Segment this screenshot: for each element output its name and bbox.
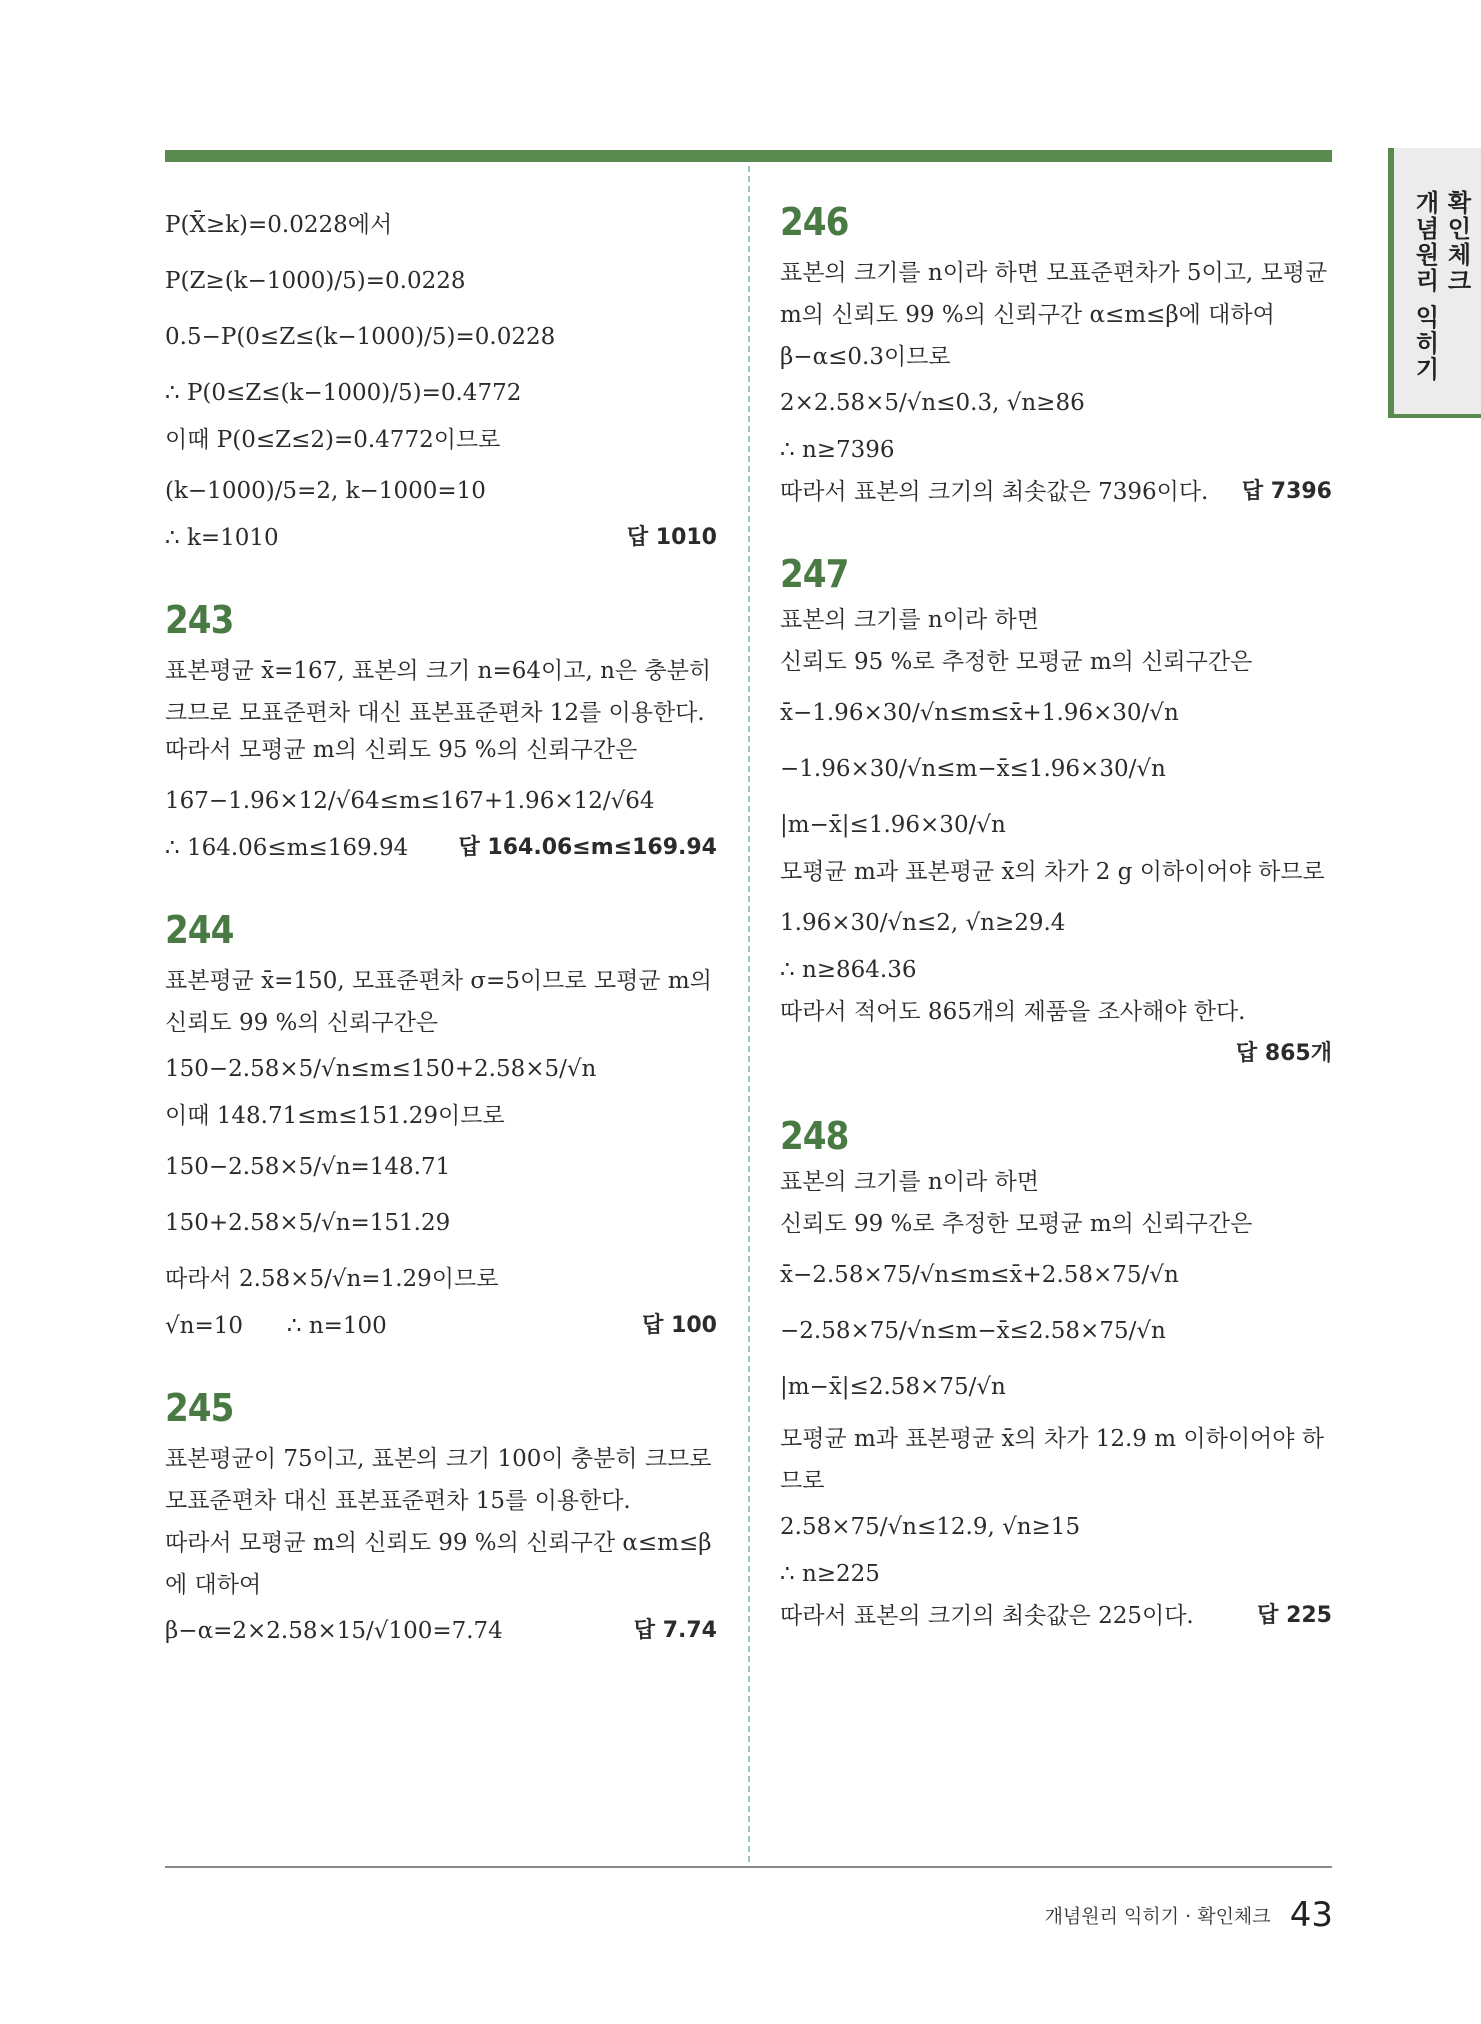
problem-246-text2-row <box>780 476 1332 508</box>
problem-244-eq1: 150−2.58×5/√n≤m≤150+2.58×5/√n <box>165 1056 597 1082</box>
problem-247-eq3: |m−x̄|≤1.96×30/√n <box>780 812 1006 838</box>
problem-244-text2: 이때 148.71≤m≤151.29이므로 <box>165 1103 505 1129</box>
problem-248-eq2: −2.58×75/√n≤m−x̄≤2.58×75/√n <box>780 1318 1166 1344</box>
problem-248-number: 248 <box>780 1114 849 1158</box>
intro-line-3: 0.5−P(0≤Z≤(k−1000)/5)=0.0228 <box>165 324 556 350</box>
problem-245-text2: 따라서 모평균 m의 신뢰도 99 %의 신뢰구간 α≤m≤β에 대하여 <box>165 1530 712 1598</box>
problem-247-text3: 모평균 m과 표본평균 x̄의 차가 2 g 이하이어야 하므로 <box>780 859 1325 885</box>
problem-243-answer: 답 164.06≤m≤169.94 <box>458 835 717 860</box>
footer-label: 개념원리 익히기 · 확인체크 <box>1044 1905 1271 1928</box>
problem-247-eq4: 1.96×30/√n≤2, √n≥29.4 <box>780 910 1066 936</box>
problem-248-eq4: 2.58×75/√n≤12.9, √n≥15 <box>780 1514 1081 1540</box>
problem-248-answer: 답 225 <box>1257 1603 1332 1628</box>
problem-247-answer-row <box>780 1038 1332 1070</box>
problem-244-eq2: 150−2.58×5/√n=148.71 <box>165 1154 451 1180</box>
intro-line-2: P(Z≥(k−1000)/5)=0.0228 <box>165 268 466 294</box>
problem-243-eq2: ∴ 164.06≤m≤169.94 <box>165 835 409 861</box>
intro-line-5: 이때 P(0≤Z≤2)=0.4772이므로 <box>165 427 501 453</box>
problem-247-text1: 표본의 크기를 n이라 하면 <box>780 607 1039 633</box>
problem-244-text1: 표본평균 x̄=150, 모표준편차 σ=5이므로 모평균 m의 신뢰도 99 %의 신뢰구간은 <box>165 968 712 1036</box>
problem-244-eq5: √n=10 ∴ n=100 <box>165 1313 387 1339</box>
problem-246-eq2: ∴ n≥7396 <box>780 437 895 463</box>
column-divider <box>748 166 750 1862</box>
side-tab <box>1388 148 1481 418</box>
problem-246-number: 246 <box>780 200 849 244</box>
intro-line-4: ∴ P(0≤Z≤(k−1000)/5)=0.4772 <box>165 380 522 406</box>
problem-247-eq2: −1.96×30/√n≤m−x̄≤1.96×30/√n <box>780 756 1166 782</box>
problem-243-text2: 따라서 모평균 m의 신뢰도 95 %의 신뢰구간은 <box>165 737 638 763</box>
problem-245-answer: 답 7.74 <box>633 1618 717 1643</box>
problem-247-text4: 따라서 적어도 865개의 제품을 조사해야 한다. <box>780 999 1246 1025</box>
footer-rule <box>165 1866 1332 1868</box>
problem-243-eq2-row <box>165 832 717 864</box>
problem-245-eq1-row <box>165 1606 717 1656</box>
problem-246-text1: 표본의 크기를 n이라 하면 모표준편차가 5이고, 모평균 m의 신뢰도 99 %의 신뢰구간 α≤m≤β에 대하여 β−α≤0.3이므로 <box>780 260 1328 370</box>
intro-line-7 <box>165 522 717 554</box>
problem-248-text4-row <box>780 1600 1332 1632</box>
problem-244-eq3: 150+2.58×5/√n=151.29 <box>165 1210 451 1236</box>
problem-245-number: 245 <box>165 1386 234 1430</box>
problem-244-eq5-row <box>165 1310 717 1342</box>
intro-answer: 답 1010 <box>626 525 717 550</box>
problem-246-answer: 답 7396 <box>1241 479 1332 504</box>
problem-248-eq3: |m−x̄|≤2.58×75/√n <box>780 1374 1006 1400</box>
side-tab-line1: 개념원리 익히기 <box>1411 190 1439 383</box>
problem-247-eq5: ∴ n≥864.36 <box>780 957 917 983</box>
problem-248-text2: 신뢰도 99 %로 추정한 모평균 m의 신뢰구간은 <box>780 1211 1253 1237</box>
problem-246-eq1: 2×2.58×5/√n≤0.3, √n≥86 <box>780 390 1085 416</box>
problem-243-number: 243 <box>165 598 234 642</box>
problem-248-text4: 따라서 표본의 크기의 최솟값은 225이다. <box>780 1603 1194 1629</box>
page-number: 43 <box>1289 1895 1333 1935</box>
left-column <box>165 200 717 1662</box>
problem-248-eq5: ∴ n≥225 <box>780 1561 880 1587</box>
problem-243-eq1: 167−1.96×12/√64≤m≤167+1.96×12/√64 <box>165 788 655 814</box>
problem-248-eq1: x̄−2.58×75/√n≤m≤x̄+2.58×75/√n <box>780 1262 1179 1288</box>
problem-247-text2: 신뢰도 95 %로 추정한 모평균 m의 신뢰구간은 <box>780 649 1253 675</box>
intro-line-7-text: ∴ k=1010 <box>165 525 279 551</box>
problem-245-text1: 표본평균이 75이고, 표본의 크기 100이 충분히 크므로 모표준편차 대신 표본표준편차 15를 이용한다. <box>165 1446 712 1514</box>
problem-247-eq1: x̄−1.96×30/√n≤m≤x̄+1.96×30/√n <box>780 700 1179 726</box>
intro-line-1: P(X̄≥k)=0.0228에서 <box>165 212 393 238</box>
intro-line-6: (k−1000)/5=2, k−1000=10 <box>165 478 486 504</box>
right-column <box>780 200 1332 1642</box>
side-tab-line2: 확인체크 <box>1443 190 1471 294</box>
problem-248-text1: 표본의 크기를 n이라 하면 <box>780 1169 1039 1195</box>
problem-243-text1: 표본평균 x̄=167, 표본의 크기 n=64이고, n은 충분히 크므로 모표준편차 대신 표본표준편차 12를 이용한다. <box>165 658 712 726</box>
problem-247-number: 247 <box>780 552 849 596</box>
problem-244-answer: 답 100 <box>642 1313 717 1338</box>
problem-244-eq4: 따라서 2.58×5/√n=1.29이므로 <box>165 1266 499 1292</box>
problem-244-number: 244 <box>165 908 234 952</box>
problem-248-text3: 모평균 m과 표본평균 x̄의 차가 12.9 m 이하이어야 하므로 <box>780 1426 1324 1494</box>
problem-246-text2: 따라서 표본의 크기의 최솟값은 7396이다. <box>780 479 1209 505</box>
page-footer <box>1045 1895 1333 1935</box>
header-rule <box>165 150 1332 162</box>
problem-245-eq1: β−α=2×2.58×15/√100=7.74 <box>165 1618 503 1644</box>
problem-247-answer: 답 865개 <box>1235 1041 1332 1066</box>
